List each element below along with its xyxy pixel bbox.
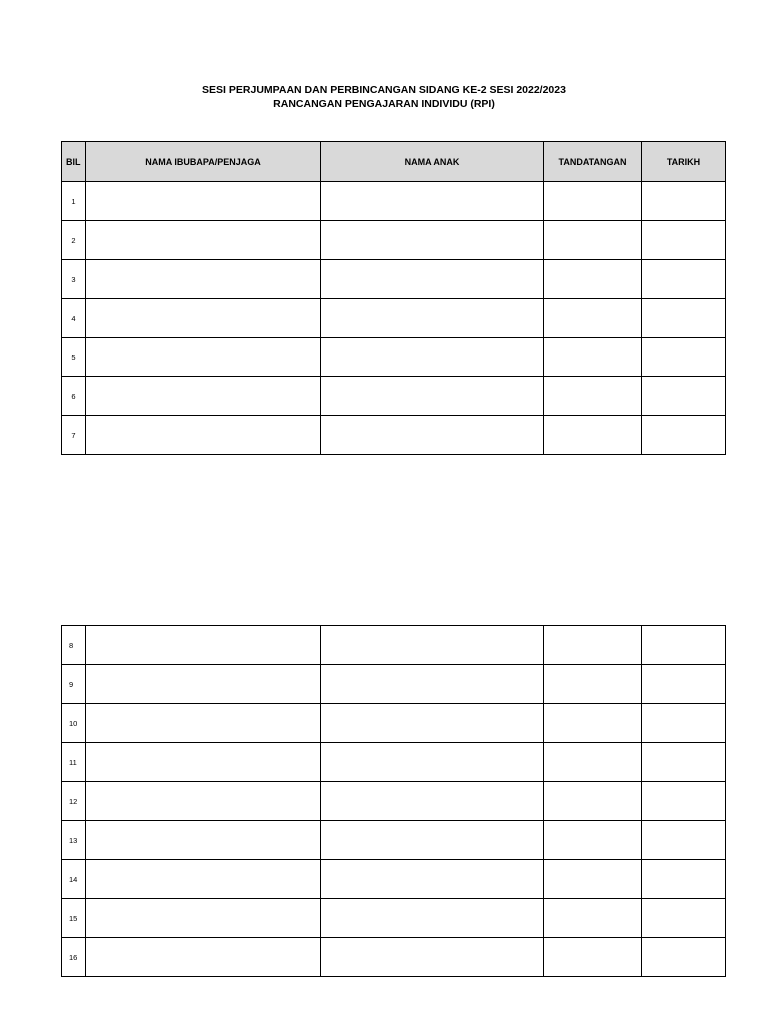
title-line-2: RANCANGAN PENGAJARAN INDIVIDU (RPI) (273, 98, 495, 110)
signature-cell[interactable] (544, 743, 642, 782)
signature-cell[interactable] (544, 182, 642, 221)
date-cell[interactable] (642, 704, 726, 743)
signature-cell[interactable] (544, 416, 642, 455)
row-number: 7 (62, 416, 86, 455)
table-row (62, 938, 726, 977)
row-number: 10 (62, 704, 86, 743)
signature-cell[interactable] (544, 899, 642, 938)
header-date: TARIKH (642, 142, 726, 182)
signature-cell[interactable] (544, 665, 642, 704)
attendance-table-page-1 (61, 141, 726, 455)
child-name-cell[interactable] (321, 821, 544, 860)
signature-cell[interactable] (544, 704, 642, 743)
date-cell[interactable] (642, 299, 726, 338)
table-row (62, 704, 726, 743)
signature-cell[interactable] (544, 860, 642, 899)
date-cell[interactable] (642, 338, 726, 377)
signature-cell[interactable] (544, 221, 642, 260)
table-row (62, 416, 726, 455)
child-name-cell[interactable] (321, 338, 544, 377)
date-cell[interactable] (642, 743, 726, 782)
child-name-cell[interactable] (321, 299, 544, 338)
table-row (62, 899, 726, 938)
row-number: 1 (62, 182, 86, 221)
parent-name-cell[interactable] (86, 626, 321, 665)
row-number: 12 (62, 782, 86, 821)
table-row (62, 860, 726, 899)
table-row (62, 260, 726, 299)
signature-cell[interactable] (544, 938, 642, 977)
child-name-cell[interactable] (321, 377, 544, 416)
row-number: 11 (62, 743, 86, 782)
signature-cell[interactable] (544, 821, 642, 860)
attendance-table-page-1-continued (61, 625, 726, 977)
date-cell[interactable] (642, 377, 726, 416)
date-cell[interactable] (642, 899, 726, 938)
header-child-name: NAMA ANAK (321, 142, 544, 182)
child-name-cell[interactable] (321, 782, 544, 821)
parent-name-cell[interactable] (86, 299, 321, 338)
row-number: 15 (62, 899, 86, 938)
date-cell[interactable] (642, 626, 726, 665)
row-number: 5 (62, 338, 86, 377)
date-cell[interactable] (642, 182, 726, 221)
date-cell[interactable] (642, 221, 726, 260)
table-row (62, 377, 726, 416)
child-name-cell[interactable] (321, 182, 544, 221)
header-bil: BIL (62, 142, 86, 182)
parent-name-cell[interactable] (86, 704, 321, 743)
date-cell[interactable] (642, 416, 726, 455)
row-number: 4 (62, 299, 86, 338)
header-signature: TANDATANGAN (544, 142, 642, 182)
row-number: 16 (62, 938, 86, 977)
signature-cell[interactable] (544, 782, 642, 821)
row-number: 14 (62, 860, 86, 899)
date-cell[interactable] (642, 860, 726, 899)
row-number: 9 (62, 665, 86, 704)
child-name-cell[interactable] (321, 221, 544, 260)
row-number: 13 (62, 821, 86, 860)
date-cell[interactable] (642, 665, 726, 704)
parent-name-cell[interactable] (86, 260, 321, 299)
parent-name-cell[interactable] (86, 221, 321, 260)
parent-name-cell[interactable] (86, 182, 321, 221)
parent-name-cell[interactable] (86, 338, 321, 377)
row-number: 8 (62, 626, 86, 665)
row-number: 6 (62, 377, 86, 416)
child-name-cell[interactable] (321, 704, 544, 743)
date-cell[interactable] (642, 782, 726, 821)
table-row (62, 665, 726, 704)
signature-cell[interactable] (544, 338, 642, 377)
child-name-cell[interactable] (321, 416, 544, 455)
parent-name-cell[interactable] (86, 899, 321, 938)
row-number: 2 (62, 221, 86, 260)
table-row (62, 626, 726, 665)
child-name-cell[interactable] (321, 626, 544, 665)
date-cell[interactable] (642, 938, 726, 977)
child-name-cell[interactable] (321, 899, 544, 938)
table-row (62, 299, 726, 338)
table-row (62, 782, 726, 821)
child-name-cell[interactable] (321, 938, 544, 977)
date-cell[interactable] (642, 260, 726, 299)
parent-name-cell[interactable] (86, 665, 321, 704)
child-name-cell[interactable] (321, 743, 544, 782)
signature-cell[interactable] (544, 299, 642, 338)
table-row (62, 743, 726, 782)
table-row (62, 821, 726, 860)
child-name-cell[interactable] (321, 665, 544, 704)
parent-name-cell[interactable] (86, 860, 321, 899)
parent-name-cell[interactable] (86, 416, 321, 455)
signature-cell[interactable] (544, 626, 642, 665)
parent-name-cell[interactable] (86, 782, 321, 821)
table-row (62, 338, 726, 377)
child-name-cell[interactable] (321, 860, 544, 899)
parent-name-cell[interactable] (86, 821, 321, 860)
row-number: 3 (62, 260, 86, 299)
parent-name-cell[interactable] (86, 938, 321, 977)
document-title (0, 83, 768, 111)
date-cell[interactable] (642, 821, 726, 860)
signature-cell[interactable] (544, 377, 642, 416)
title-line-1: SESI PERJUMPAAN DAN PERBINCANGAN SIDANG KE-2 SESI 2022/2023 (202, 84, 566, 96)
parent-name-cell[interactable] (86, 377, 321, 416)
header-parent-name: NAMA IBUBAPA/PENJAGA (86, 142, 321, 182)
parent-name-cell[interactable] (86, 743, 321, 782)
table-row (62, 221, 726, 260)
table-header-row (62, 142, 726, 182)
table-row (62, 182, 726, 221)
signature-cell[interactable] (544, 260, 642, 299)
child-name-cell[interactable] (321, 260, 544, 299)
